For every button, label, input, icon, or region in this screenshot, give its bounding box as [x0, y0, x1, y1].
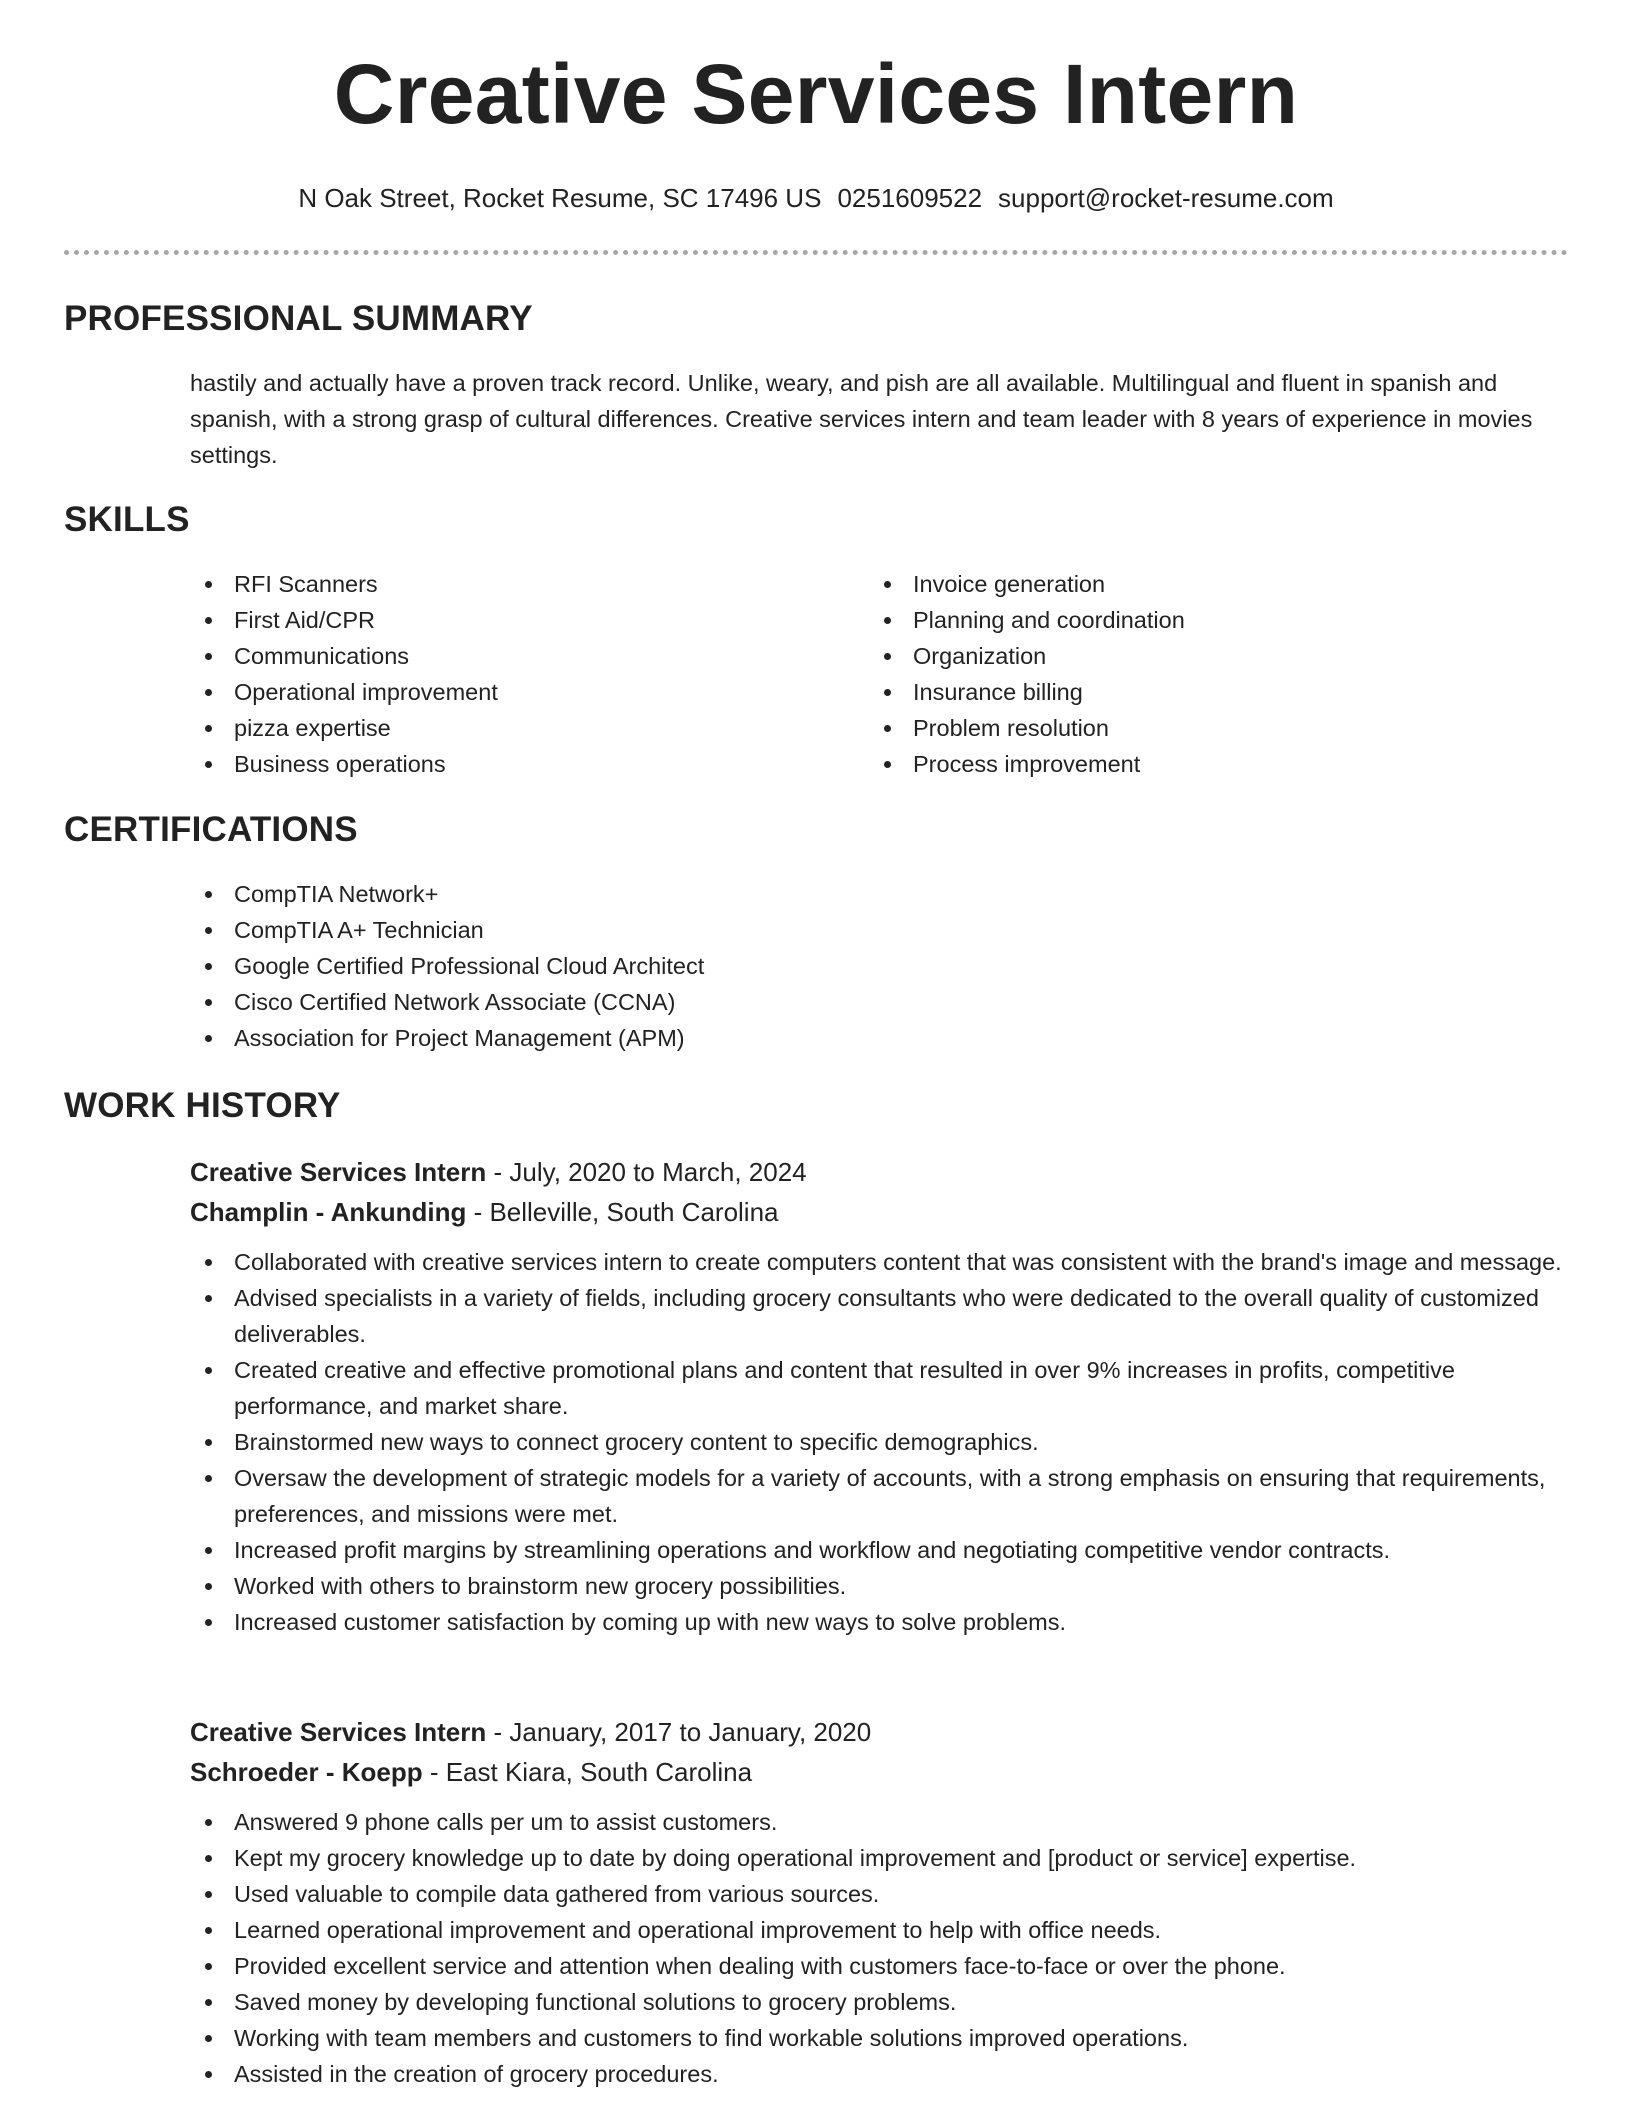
job-entry — [190, 1152, 1568, 1640]
job-bullet: Assisted in the creation of grocery procedures. — [190, 2056, 1568, 2092]
certification-item: Cisco Certified Network Associate (CCNA) — [190, 984, 1390, 1020]
resume-title: Creative Services Intern — [333, 47, 1299, 141]
skills-column-left — [190, 566, 830, 782]
skill-item: Insurance billing — [869, 674, 1509, 710]
skills-heading: SKILLS — [64, 500, 190, 539]
skill-item: Business operations — [190, 746, 830, 782]
job-entry — [190, 1712, 1568, 2092]
certifications-heading: CERTIFICATIONS — [64, 810, 358, 849]
header-divider — [64, 250, 1568, 255]
job-title-line — [190, 1712, 1568, 1752]
job-location: - Belleville, South Carolina — [466, 1197, 779, 1227]
certification-item: Association for Project Management (APM) — [190, 1020, 1390, 1056]
certification-item: Google Certified Professional Cloud Architect — [190, 948, 1390, 984]
job-title: Creative Services Intern — [190, 1157, 487, 1187]
job-bullet: Increased profit margins by streamlining operations and workflow and negotiating competitive vendor contracts. — [190, 1532, 1568, 1568]
skill-item: RFI Scanners — [190, 566, 830, 602]
skill-item: First Aid/CPR — [190, 602, 830, 638]
certification-item: CompTIA Network+ — [190, 876, 1390, 912]
job-bullet: Learned operational improvement and operational improvement to help with office needs. — [190, 1912, 1568, 1948]
job-bullet: Saved money by developing functional solutions to grocery problems. — [190, 1984, 1568, 2020]
skill-item: Problem resolution — [869, 710, 1509, 746]
contact-email: support@rocket-resume.com — [998, 183, 1334, 213]
job-bullet: Brainstormed new ways to connect grocery content to specific demographics. — [190, 1424, 1568, 1460]
skill-item: pizza expertise — [190, 710, 830, 746]
certifications-list — [190, 876, 1390, 1056]
job-company: Champlin - Ankunding — [190, 1197, 467, 1227]
certifications-block — [190, 876, 1390, 1056]
job-bullet: Answered 9 phone calls per um to assist customers. — [190, 1804, 1568, 1840]
job-bullet: Working with team members and customers to find workable solutions improved operations. — [190, 2020, 1568, 2056]
job-company: Schroeder - Koepp — [190, 1757, 423, 1787]
job-company-line — [190, 1752, 1568, 1792]
job-dates: - July, 2020 to March, 2024 — [486, 1157, 807, 1187]
job-company-line — [190, 1192, 1568, 1232]
job-title-line — [190, 1152, 1568, 1192]
job-bullets — [190, 1244, 1568, 1640]
skill-item: Communications — [190, 638, 830, 674]
job-bullet: Provided excellent service and attention when dealing with customers face-to-face or over the phone. — [190, 1948, 1568, 1984]
job-title: Creative Services Intern — [190, 1717, 487, 1747]
work-history-heading: WORK HISTORY — [64, 1086, 341, 1125]
job-location: - East Kiara, South Carolina — [422, 1757, 753, 1787]
job-bullets — [190, 1804, 1568, 2092]
job-bullet: Used valuable to compile data gathered from various sources. — [190, 1876, 1568, 1912]
skill-item: Process improvement — [869, 746, 1509, 782]
contact-address: N Oak Street, Rocket Resume, SC 17496 US — [298, 183, 822, 213]
certification-item: CompTIA A+ Technician — [190, 912, 1390, 948]
job-dates: - January, 2017 to January, 2020 — [486, 1717, 872, 1747]
skills-column-right — [869, 566, 1509, 782]
job-bullet: Advised specialists in a variety of fields, including grocery consultants who were dedicated to the overall quality of customized deliverables. — [190, 1280, 1568, 1352]
job-bullet: Worked with others to brainstorm new grocery possibilities. — [190, 1568, 1568, 1604]
job-bullet: Increased customer satisfaction by coming up with new ways to solve problems. — [190, 1604, 1568, 1640]
job-bullet: Collaborated with creative services intern to create computers content that was consistent with the brand's image and message. — [190, 1244, 1568, 1280]
skill-item: Operational improvement — [190, 674, 830, 710]
summary-text: hastily and actually have a proven track record. Unlike, weary, and pish are all available. Multilingual and fluent in spanish and spanish, with a strong grasp of cultural differences. Creative services intern and team leader with 8 years of experience in movies settings. — [190, 370, 1533, 468]
skill-item: Planning and coordination — [869, 602, 1509, 638]
summary-heading: PROFESSIONAL SUMMARY — [64, 299, 533, 338]
skills-list-right — [869, 566, 1509, 782]
contact-phone: 0251609522 — [837, 183, 983, 213]
skill-item: Organization — [869, 638, 1509, 674]
job-bullet: Created creative and effective promotional plans and content that resulted in over 9% increases in profits, competitive performance, and market share. — [190, 1352, 1568, 1424]
job-bullet: Oversaw the development of strategic models for a variety of accounts, with a strong emphasis on ensuring that requirements, preferences, and missions were met. — [190, 1460, 1568, 1532]
job-bullet: Kept my grocery knowledge up to date by doing operational improvement and [product or service] expertise. — [190, 1840, 1568, 1876]
skills-list-left — [190, 566, 830, 782]
contact-line — [64, 183, 1568, 213]
skill-item: Invoice generation — [869, 566, 1509, 602]
